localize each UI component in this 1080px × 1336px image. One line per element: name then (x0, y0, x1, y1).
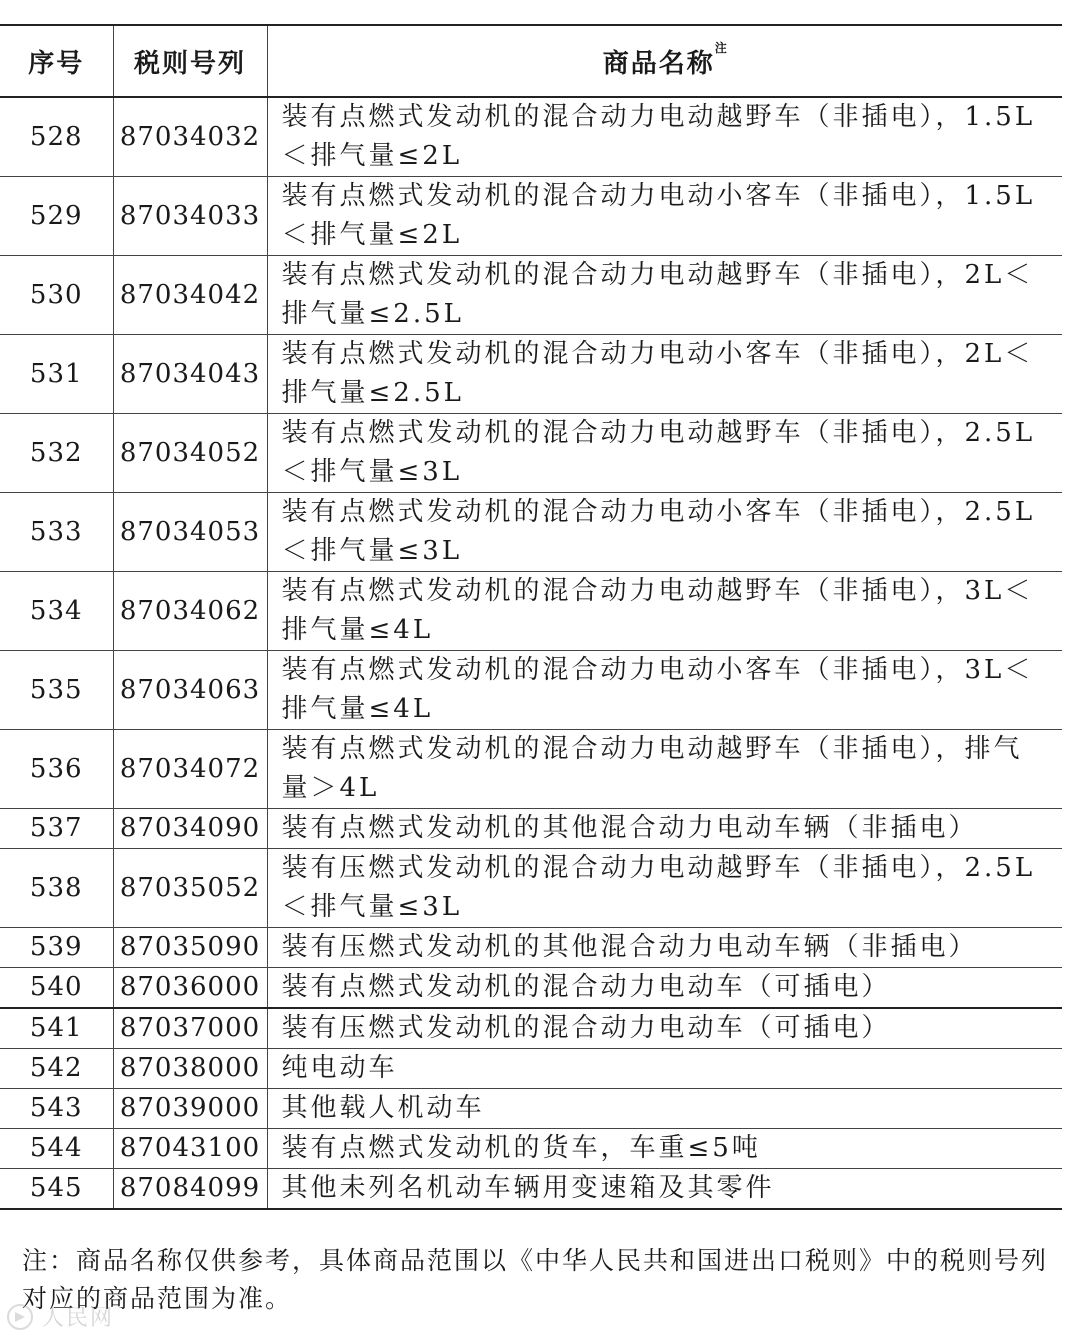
cell-product-name: 其他载人机动车 (267, 1089, 1062, 1129)
cell-serial-number: 541 (0, 1008, 113, 1049)
cell-product-name: 装有点燃式发动机的混合动力电动越野车（非插电），2L＜排气量≤2.5L (267, 256, 1062, 335)
cell-tariff-code: 87039000 (113, 1089, 267, 1129)
cell-serial-number: 529 (0, 177, 113, 256)
cell-tariff-code: 87034052 (113, 414, 267, 493)
table-row (0, 335, 1062, 414)
cell-product-name: 装有点燃式发动机的混合动力电动越野车（非插电），1.5L＜排气量≤2L (267, 97, 1062, 177)
footnote: 注：商品名称仅供参考，具体商品范围以《中华人民共和国进出口税则》中的税则号列对应的商品范围为准。 (22, 1246, 1049, 1313)
cell-product-name: 装有点燃式发动机的混合动力电动小客车（非插电），2L＜排气量≤2.5L (267, 335, 1062, 414)
cell-tariff-code: 87038000 (113, 1049, 267, 1089)
cell-serial-number: 535 (0, 651, 113, 730)
tariff-table (0, 24, 1062, 1210)
cell-product-name: 装有点燃式发动机的混合动力电动越野车（非插电），排气量＞4L (267, 730, 1062, 809)
cell-tariff-code: 87034062 (113, 572, 267, 651)
cell-tariff-code: 87037000 (113, 1008, 267, 1049)
table-row (0, 177, 1062, 256)
table-row (0, 97, 1062, 177)
table-row (0, 572, 1062, 651)
table-row (0, 1049, 1062, 1089)
cell-tariff-code: 87043100 (113, 1129, 267, 1169)
cell-serial-number: 532 (0, 414, 113, 493)
cell-serial-number: 534 (0, 572, 113, 651)
cell-product-name: 装有点燃式发动机的混合动力电动车（可插电） (267, 968, 1062, 1009)
cell-serial-number: 537 (0, 809, 113, 849)
note-mark: 注 (714, 40, 727, 55)
cell-serial-number: 538 (0, 849, 113, 928)
cell-tariff-code: 87036000 (113, 968, 267, 1009)
table-row (0, 730, 1062, 809)
header-tariff-code: 税则号列 (113, 25, 267, 97)
cell-tariff-code: 87034032 (113, 97, 267, 177)
watermark-text: 人民网 (42, 1306, 115, 1331)
cell-serial-number: 543 (0, 1089, 113, 1129)
cell-serial-number: 531 (0, 335, 113, 414)
cell-serial-number: 528 (0, 97, 113, 177)
table-row (0, 809, 1062, 849)
header-serial-number: 序号 (0, 25, 113, 97)
cell-tariff-code: 87035090 (113, 928, 267, 968)
cell-tariff-code: 87034072 (113, 730, 267, 809)
table-row (0, 1008, 1062, 1049)
table-row (0, 968, 1062, 1009)
cell-product-name: 其他未列名机动车辆用变速箱及其零件 (267, 1169, 1062, 1210)
cell-serial-number: 544 (0, 1129, 113, 1169)
cell-tariff-code: 87034090 (113, 809, 267, 849)
cell-tariff-code: 87035052 (113, 849, 267, 928)
cell-serial-number: 530 (0, 256, 113, 335)
cell-product-name: 装有点燃式发动机的混合动力电动小客车（非插电），3L＜排气量≤4L (267, 651, 1062, 730)
cell-product-name: 装有点燃式发动机的货车，车重≤5吨 (267, 1129, 1062, 1169)
cell-product-name: 装有点燃式发动机的混合动力电动越野车（非插电），3L＜排气量≤4L (267, 572, 1062, 651)
table-row (0, 493, 1062, 572)
cell-product-name: 装有压燃式发动机的混合动力电动车（可插电） (267, 1008, 1062, 1049)
table-row (0, 1089, 1062, 1129)
cell-product-name: 装有点燃式发动机的其他混合动力电动车辆（非插电） (267, 809, 1062, 849)
header-product-name: 商品名称$^注$ (267, 25, 1062, 97)
table-row (0, 256, 1062, 335)
cell-tariff-code: 87034033 (113, 177, 267, 256)
camera-logo-icon (6, 1303, 34, 1331)
cell-product-name: 装有压燃式发动机的其他混合动力电动车辆（非插电） (267, 928, 1062, 968)
cell-tariff-code: 87034063 (113, 651, 267, 730)
cell-tariff-code: 87034043 (113, 335, 267, 414)
cell-product-name: 纯电动车 (267, 1049, 1062, 1089)
table-row (0, 849, 1062, 928)
table-row (0, 1129, 1062, 1169)
cell-tariff-code: 87034042 (113, 256, 267, 335)
cell-serial-number: 536 (0, 730, 113, 809)
cell-product-name: 装有点燃式发动机的混合动力电动小客车（非插电），2.5L＜排气量≤3L (267, 493, 1062, 572)
cell-serial-number: 545 (0, 1169, 113, 1210)
cell-product-name: 装有压燃式发动机的混合动力电动越野车（非插电），2.5L＜排气量≤3L (267, 849, 1062, 928)
table-row (0, 928, 1062, 968)
cell-tariff-code: 87034053 (113, 493, 267, 572)
cell-serial-number: 539 (0, 928, 113, 968)
cell-serial-number: 540 (0, 968, 113, 1009)
cell-product-name: 装有点燃式发动机的混合动力电动小客车（非插电），1.5L＜排气量≤2L (267, 177, 1062, 256)
cell-tariff-code: 87084099 (113, 1169, 267, 1210)
table-header-row (0, 25, 1062, 97)
cell-serial-number: 533 (0, 493, 113, 572)
table-row (0, 1169, 1062, 1210)
table-row (0, 651, 1062, 730)
cell-serial-number: 542 (0, 1049, 113, 1089)
table-row (0, 414, 1062, 493)
cell-product-name: 装有点燃式发动机的混合动力电动越野车（非插电），2.5L＜排气量≤3L (267, 414, 1062, 493)
watermark (6, 1301, 114, 1332)
